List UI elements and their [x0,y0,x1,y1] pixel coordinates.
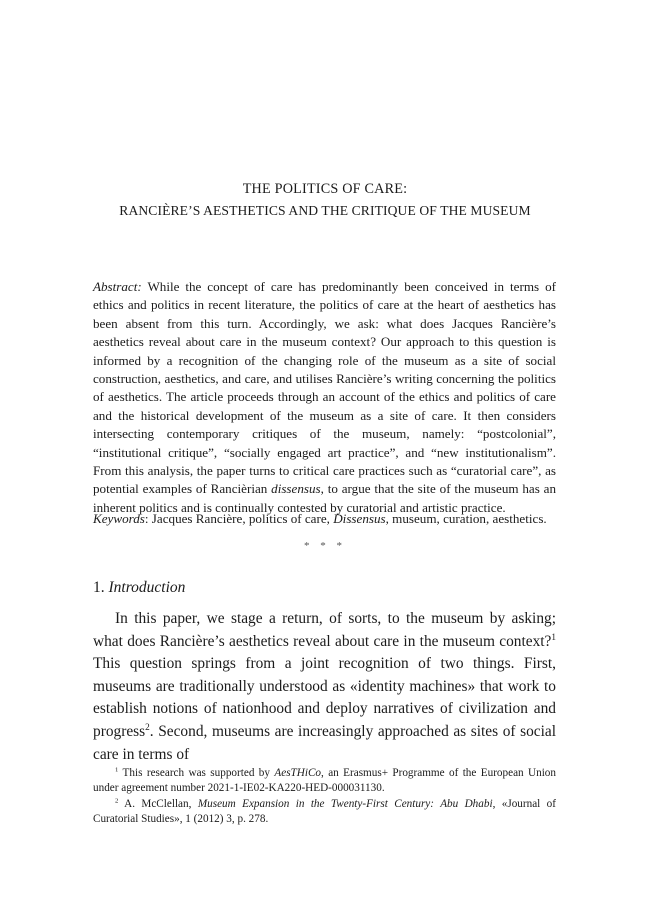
abstract-text-1: While the concept of care has predominantly been conceived in terms of ethics and politics in recent literature, the politics of care at the heart of aesthetics has been absent from this turn. Accordingly, we ask: what does Jacques Rancière’s aesthetics reveal about care in the museum context? Our approach to this question is informed by a recognition of the changing role of the museum as a site of social construction, aesthetics, and care, and utilises Rancière’s writing concerning the politics of aesthetics. The article proceeds through an account of the ethics and politics of care and the historical development of the museum as a site of care. It then considers intersecting contemporary critiques of the museum, namely: “postcolonial”, “institutional critique”, “socially engaged art practice”, and “new institutionalism”. From this analysis, the paper turns to critical care practices such as “curatorial care”, as potential examples of Rancièrian [93,279,556,497]
body-text [93,608,556,766]
section-heading [93,578,185,598]
footnote-1-number: 1 [115,766,119,774]
title-line-2: RANCIÈRE’S AESTHETICS AND THE CRITIQUE OF THE MUSEUM [119,203,531,218]
body-paragraph [93,608,556,766]
abstract-label: Abstract: [93,279,142,294]
footnote-2-number: 2 [115,797,119,805]
keywords-text-2: , museum, curation, aesthetics. [385,511,547,526]
footnote-2-emphasis: Museum Expansion in the Twenty-First Century: Abu Dhabi [197,797,493,810]
footnote-2-text-2: , «Journal of Curatorial Studies», 1 (2012) 3, p. 278. [93,797,557,826]
keywords-emphasis: Dissensus [333,511,386,526]
footnote-ref-2[interactable]: 2 [145,721,150,732]
footnote-1-emphasis: AesTHiCo [274,767,322,779]
body-text-1: In this paper, we stage a return, of sorts, to the museum by asking; what does Rancière’s aesthetics reveal about care in the museum context? [93,610,556,650]
footnote-2-text-1: A. McClellan, [118,797,198,810]
keywords-label: Keywords [93,511,145,526]
body-text-2: This question springs from a joint recognition of two things. First, museums are traditionally understood as «identity machines» that work to establish notions of nationhood and deploy narratives of civilization and progress [93,655,556,740]
footnote-1-text-1: This research was supported by [118,767,275,779]
title-line-1: THE POLITICS OF CARE: [242,181,408,197]
body-text-3: . Second, museums are increasingly approached as sites of social care in terms of [93,722,556,763]
section-number: 1. [93,579,105,596]
keywords-text-1: : Jacques Rancière, politics of care, [144,511,334,526]
footnote-1 [93,766,556,797]
abstract-text-2: , to argue that the site of the museum has an inherent politics and is continually contested by curatorial and artistic practice. [93,481,556,515]
footnotes [93,766,556,828]
section-title: Introduction [108,579,186,596]
footnote-1-text-2: , an Erasmus+ Programme of the European Union under agreement number 2021-1-IE02-KA220-HED-000031130. [93,767,556,795]
footnote-2 [93,797,556,828]
abstract [93,278,556,517]
keywords [93,510,556,528]
footnote-ref-1[interactable]: 1 [551,631,556,642]
section-separator: * * * [304,540,346,552]
article-title [0,178,650,222]
abstract-emphasis: dissensus [271,481,321,497]
